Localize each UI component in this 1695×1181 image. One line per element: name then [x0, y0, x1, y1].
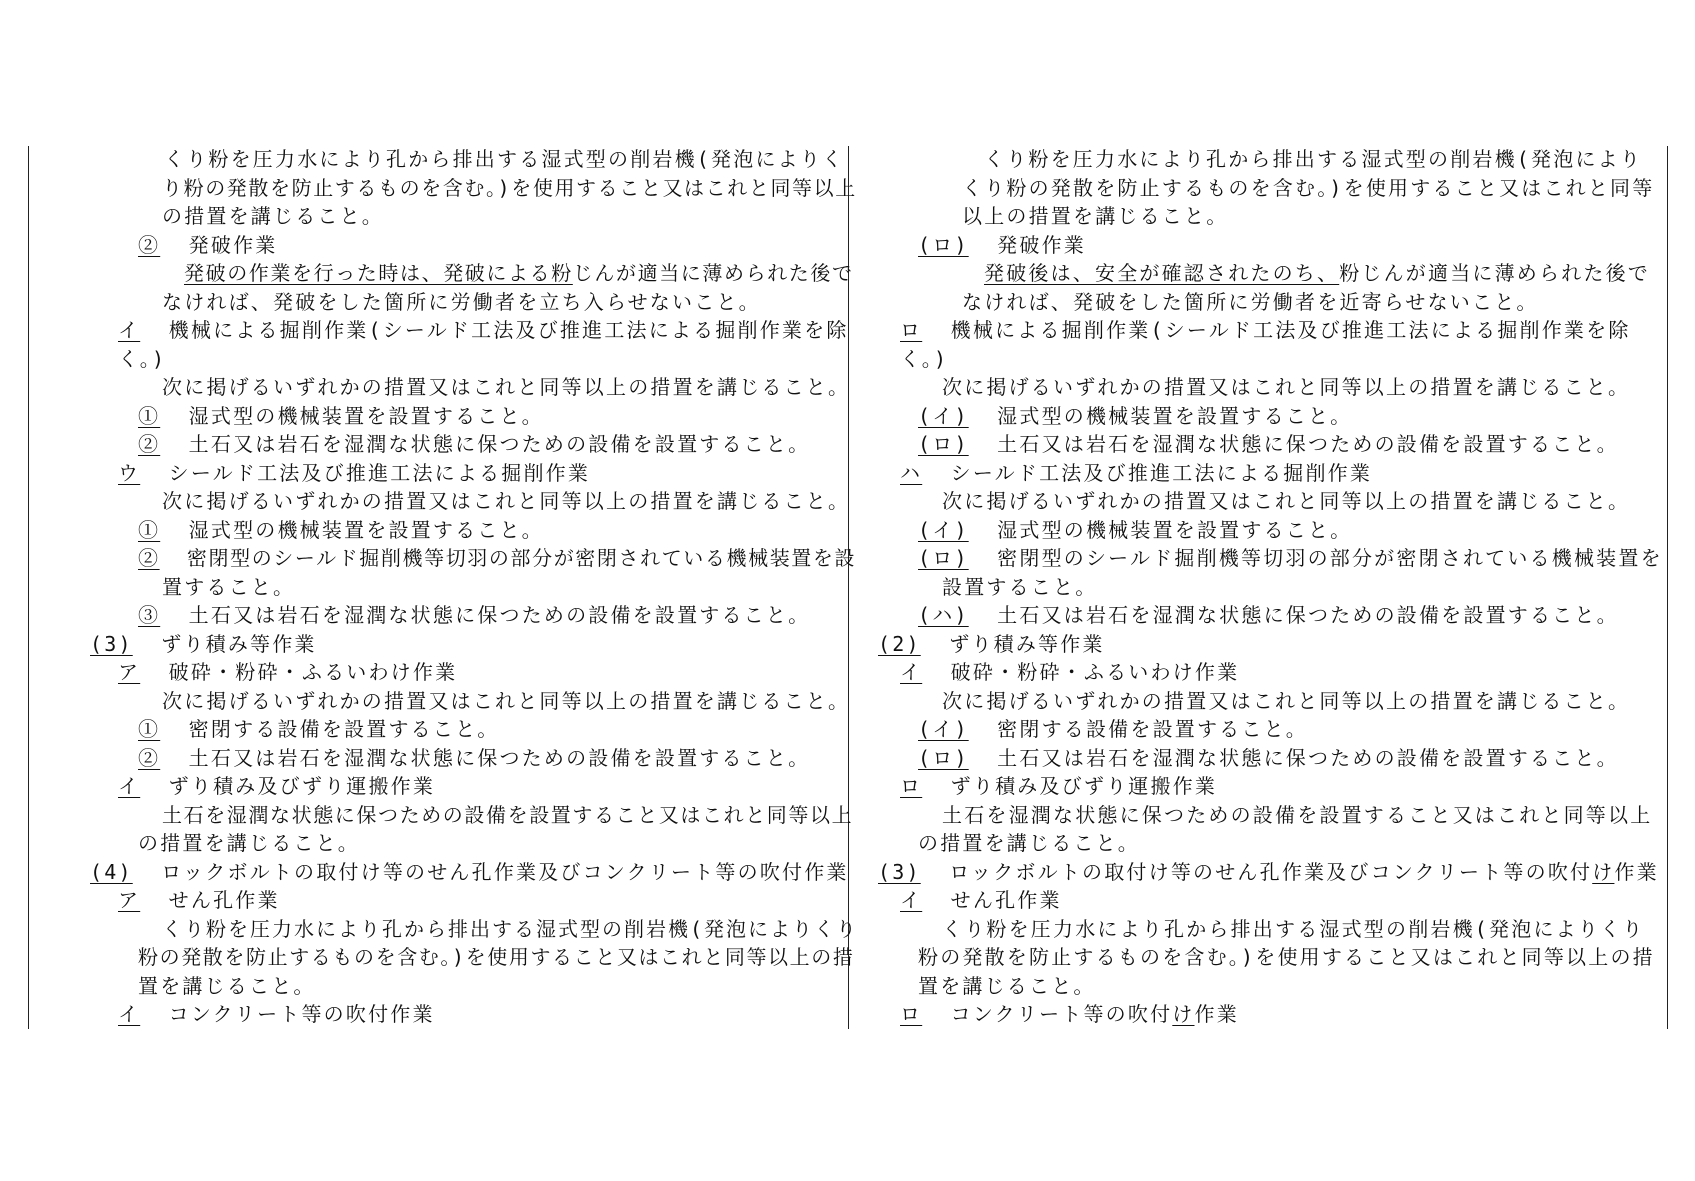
line-text: なければ、発破をした箇所に労働者を立ち入らせないこと。	[162, 289, 761, 314]
underlined-text: ②	[138, 432, 161, 456]
underlined-text: ①	[138, 717, 161, 741]
line-text: り粉の発散を防止するものを含む。)を使用すること又はこれと同等以上	[162, 175, 857, 200]
line-text: 土石又は岩石を湿潤な状態に保つための設備を設置すること。	[968, 603, 1619, 627]
line-text: 次に掲げるいずれかの措置又はこれと同等以上の措置を講じること。	[942, 489, 1631, 513]
line-text: 密閉する設備を設置すること。	[968, 717, 1308, 741]
underlined-text: ハ	[900, 460, 923, 485]
line-text: コンクリート等の吹付作業	[140, 1002, 435, 1026]
underlined-text: け	[1172, 1002, 1195, 1026]
underlined-text: (ハ)	[918, 603, 969, 627]
text-line	[878, 345, 1678, 374]
text-line	[58, 658, 858, 687]
text-line	[878, 687, 1678, 716]
text-line	[878, 373, 1678, 402]
text-line	[878, 288, 1678, 317]
text-line	[878, 772, 1678, 801]
text-line	[878, 430, 1678, 459]
line-text: コンクリート等の吹付	[922, 1002, 1173, 1026]
text-line	[58, 459, 858, 488]
line-text: 置を講じること。	[138, 973, 316, 998]
line-text: 密閉型のシールド掘削機等切羽の部分が密閉されている機械装置を設	[159, 546, 857, 570]
text-line	[878, 801, 1678, 830]
text-line	[878, 259, 1678, 288]
left-border-line	[28, 146, 29, 1029]
underlined-text: け	[1592, 859, 1615, 884]
text-line	[58, 630, 858, 659]
line-text: 機械による掘削作業(シールド工法及び推進工法による掘削作業を除	[140, 318, 849, 342]
line-text: 土石又は岩石を湿潤な状態に保つための設備を設置すること。	[160, 603, 811, 627]
line-text: 発破作業	[160, 232, 278, 257]
underlined-text: (ロ)	[918, 546, 969, 570]
text-line	[878, 202, 1678, 231]
underlined-text: イ	[900, 660, 923, 684]
text-line	[58, 487, 858, 516]
text-line	[878, 316, 1678, 345]
line-text: せん孔作業	[140, 888, 280, 912]
text-line	[58, 858, 858, 887]
line-text: 土石を湿潤な状態に保つための設備を設置すること又はこれと同等以上	[942, 802, 1653, 827]
text-line	[58, 288, 858, 317]
line-text: 粉の発散を防止するものを含む。)を使用すること又はこれと同等以上の措	[138, 945, 855, 969]
line-text: なければ、発破をした箇所に労働者を近寄らせないこと。	[962, 289, 1539, 314]
text-line	[58, 601, 858, 630]
text-line	[878, 573, 1678, 602]
underlined-text: ア	[118, 660, 141, 684]
line-text: くり粉を圧力水により孔から排出する湿式型の削岩機(発泡によりく	[164, 147, 845, 171]
text-line	[58, 174, 858, 203]
text-line	[878, 915, 1678, 944]
text-line	[878, 744, 1678, 773]
text-line	[878, 516, 1678, 545]
underlined-text: ②	[138, 232, 161, 257]
line-text: 土石又は岩石を湿潤な状態に保つための設備を設置すること。	[968, 745, 1619, 770]
current-text-column	[878, 145, 1678, 1029]
underlined-text: ロ	[900, 318, 923, 342]
line-text: 土石又は岩石を湿潤な状態に保つための設備を設置すること。	[968, 432, 1619, 456]
underlined-text: イ	[118, 774, 141, 798]
underlined-text: (ロ)	[918, 745, 969, 770]
text-line	[58, 972, 858, 1001]
line-text: 置を講じること。	[918, 973, 1096, 998]
line-text: 湿式型の機械装置を設置すること。	[968, 517, 1353, 542]
line-text: くり粉の発散を防止するものを含む。)を使用すること又はこれと同等	[962, 175, 1655, 200]
underlined-text: ①	[138, 517, 161, 542]
line-text: の措置を講じること。	[162, 204, 384, 228]
line-text: ずり積み及びずり運搬作業	[922, 774, 1218, 798]
line-text: シールド工法及び推進工法による掘削作業	[140, 460, 591, 485]
text-line	[58, 516, 858, 545]
line-text: の措置を講じること。	[138, 831, 360, 855]
line-text: 設置すること。	[942, 574, 1098, 599]
text-line	[58, 373, 858, 402]
underlined-text: (ロ)	[918, 432, 969, 456]
text-line	[58, 259, 858, 288]
line-text: 作業	[1194, 1002, 1239, 1026]
line-text: シールド工法及び推進工法による掘削作業	[922, 460, 1373, 485]
text-line	[878, 601, 1678, 630]
underlined-text: (イ)	[918, 403, 969, 428]
text-line	[878, 145, 1678, 174]
text-line	[58, 145, 858, 174]
underlined-text: ア	[118, 888, 141, 912]
text-line	[878, 943, 1678, 972]
underlined-text: ②	[138, 745, 161, 770]
text-line	[878, 858, 1678, 887]
line-text: 置すること。	[162, 574, 296, 599]
underlined-text: (イ)	[918, 517, 969, 542]
line-text: 湿式型の機械装置を設置すること。	[160, 403, 544, 428]
text-line	[58, 886, 858, 915]
text-line	[58, 915, 858, 944]
underlined-text: イ	[118, 318, 141, 342]
line-text: 破砕・粉砕・ふるいわけ作業	[922, 660, 1240, 684]
text-line	[58, 430, 858, 459]
line-text: ずり積み及びずり運搬作業	[140, 774, 436, 798]
line-text: 密閉型のシールド掘削機等切羽の部分が密閉されている機械装置を	[968, 546, 1663, 570]
line-text: 湿式型の機械装置を設置すること。	[968, 403, 1353, 428]
text-line	[58, 715, 858, 744]
underlined-text: (3)	[90, 631, 133, 656]
line-text: ロックボルトの取付け等のせん孔作業及びコンクリート等の吹付	[920, 859, 1593, 884]
line-text: 密閉する設備を設置すること。	[160, 717, 500, 741]
underlined-text: ロ	[900, 1002, 923, 1026]
underlined-text: ①	[138, 403, 161, 428]
line-text: くり粉を圧力水により孔から排出する湿式型の削岩機(発泡により	[984, 147, 1643, 171]
text-line	[58, 687, 858, 716]
text-line	[878, 487, 1678, 516]
line-text: 次に掲げるいずれかの措置又はこれと同等以上の措置を講じること。	[942, 688, 1631, 713]
text-line	[58, 231, 858, 260]
text-line	[878, 231, 1678, 260]
underlined-text: イ	[118, 1002, 141, 1026]
text-line	[878, 174, 1678, 203]
underlined-text: 発破の作業を行った時は、発破による粉	[184, 261, 573, 285]
line-text: 土石又は岩石を湿潤な状態に保つための設備を設置すること。	[160, 432, 811, 456]
line-text: せん孔作業	[922, 888, 1062, 912]
underlined-text: ウ	[118, 460, 141, 485]
line-text: ロックボルトの取付け等のせん孔作業及びコンクリート等の吹付作業	[132, 859, 849, 884]
text-line	[58, 943, 858, 972]
underlined-text: (3)	[878, 859, 921, 884]
underlined-text: (2)	[878, 631, 921, 656]
underlined-text: ③	[138, 603, 161, 627]
line-text: 粉の発散を防止するものを含む。)を使用すること又はこれと同等以上の措	[918, 945, 1655, 969]
text-line	[878, 886, 1678, 915]
text-line	[878, 715, 1678, 744]
text-line	[58, 544, 858, 573]
line-text: く。)	[118, 346, 167, 371]
underlined-text: (イ)	[918, 717, 969, 741]
underlined-text: イ	[900, 888, 923, 912]
text-line	[878, 402, 1678, 431]
text-line	[878, 544, 1678, 573]
underlined-text: ②	[138, 546, 160, 570]
text-line	[878, 658, 1678, 687]
text-line	[58, 1000, 858, 1029]
line-text: くり粉を圧力水により孔から排出する湿式型の削岩機(発泡によりくり	[162, 916, 859, 941]
text-line	[58, 801, 858, 830]
line-text: 発破作業	[968, 232, 1086, 257]
line-text: く。)	[900, 346, 949, 371]
text-line	[878, 829, 1678, 858]
line-text: 土石を湿潤な状態に保つための設備を設置すること又はこれと同等以上	[162, 802, 854, 827]
line-text: じんが適当に薄められた後で	[572, 261, 854, 285]
text-line	[58, 202, 858, 231]
text-line	[58, 316, 858, 345]
text-line	[58, 573, 858, 602]
line-text: 粉じんが適当に薄められた後で	[1339, 261, 1651, 285]
line-text: 土石又は岩石を湿潤な状態に保つための設備を設置すること。	[160, 745, 811, 770]
line-text: 次に掲げるいずれかの措置又はこれと同等以上の措置を講じること。	[162, 688, 851, 713]
line-text: 機械による掘削作業(シールド工法及び推進工法による掘削作業を除	[922, 318, 1631, 342]
underlined-text: 発破後は、安全が確認されたのち、	[984, 261, 1340, 285]
revised-text-column	[58, 145, 858, 1029]
line-text: 次に掲げるいずれかの措置又はこれと同等以上の措置を講じること。	[942, 375, 1631, 399]
text-line	[58, 744, 858, 773]
underlined-text: (ロ)	[918, 232, 969, 257]
line-text: の措置を講じること。	[918, 831, 1140, 855]
line-text: 湿式型の機械装置を設置すること。	[160, 517, 544, 542]
text-line	[878, 459, 1678, 488]
line-text: 次に掲げるいずれかの措置又はこれと同等以上の措置を講じること。	[162, 489, 851, 513]
line-text: 次に掲げるいずれかの措置又はこれと同等以上の措置を講じること。	[162, 375, 851, 399]
text-line	[58, 772, 858, 801]
line-text: 破砕・粉砕・ふるいわけ作業	[140, 660, 458, 684]
line-text: 以上の措置を講じること。	[962, 204, 1229, 228]
text-line	[878, 972, 1678, 1001]
text-line	[58, 345, 858, 374]
line-text: 作業	[1614, 859, 1659, 884]
underlined-text: (4)	[90, 859, 133, 884]
text-line	[878, 630, 1678, 659]
text-line	[878, 1000, 1678, 1029]
line-text: くり粉を圧力水により孔から排出する湿式型の削岩機(発泡によりくり	[942, 916, 1645, 941]
underlined-text: ロ	[900, 774, 923, 798]
line-text: ずり積み等作業	[132, 631, 317, 656]
text-line	[58, 402, 858, 431]
line-text: ずり積み等作業	[920, 631, 1105, 656]
text-line	[58, 829, 858, 858]
